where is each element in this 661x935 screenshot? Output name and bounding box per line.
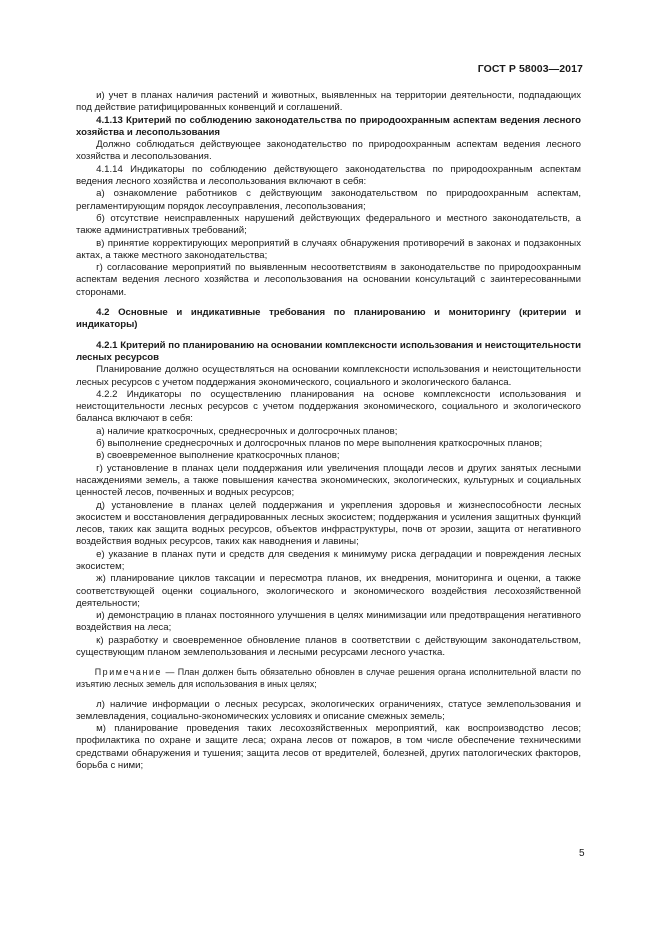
paragraph-4-2-1: Планирование должно осуществляться на основании комплексности использования и неистощительности лесных ресурсов с учетом поддержания экономического, социального и экологического баланса.: [76, 364, 581, 388]
paragraph-4-1-14: 4.1.14 Индикаторы по соблюдению действующего законодательства по природоохранным аспектам ведения лесного хозяйства и лесопользования включают в себя:: [76, 163, 581, 188]
list-item-i: и) учет в планах наличия растений и животных, выявленных на территории деятельности, подпадающих под действие ратифицированных конвенций и соглашений.: [76, 90, 581, 114]
document-header: ГОСТ Р 58003—2017: [477, 63, 583, 75]
list-item-l: л) наличие информации о лесных ресурсах, экологических ограничениях, статусе землепользования и землевладения, социально-экономических условиях и описание смежных земель;: [76, 698, 581, 722]
list-item-zh: ж) планирование циклов таксации и пересмотра планов, их внедрения, мониторинга и оценки, а также соответствующей оценки социального, экологического и экономического воздействия лесохозяйственной деятельности;: [76, 573, 581, 609]
section-heading-4-1-13: 4.1.13 Критерий по соблюдению законодательства по природоохранным аспектам ведения лесного хозяйства и лесопользования: [76, 114, 581, 138]
list-item-i: и) демонстрацию в планах постоянного улучшения в целях минимизации или предотвращения негативного воздействия на леса;: [76, 610, 581, 634]
list-item-k: к) разработку и своевременное обновление планов в соответствии с действующим законодательством, существующим планом землепользования и лесными ресурсами лесного участка.: [76, 634, 581, 659]
page-number: 5: [579, 848, 585, 859]
list-item-m: м) планирование проведения таких лесохозяйственных мероприятий, как воспроизводство лесов; профилактика по охране и защите леса; охрана лесов от пожаров, в том числе обеспечение техническими средствами обнаружения и тушения; защита лесов от вредителей, болезней, других патологических факторов, борьба с ними;: [76, 723, 581, 772]
list-item-e: е) указание в планах пути и средств для сведения к минимуму риска деградации и повреждения лесных экосистем;: [76, 548, 581, 572]
list-item-b: б) отсутствие неисправленных нарушений действующих федерального и местного законодательств, а также административных требований;: [76, 212, 581, 237]
paragraph-4-1-13: Должно соблюдаться действующее законодательство по природоохранным аспектам ведения лесного хозяйства и лесопользования.: [76, 139, 581, 163]
list-item-a: а) ознакомление работников с действующим законодательством по природоохранным аспектам, регламентирующим порядок лесоуправления, лесопользования;: [76, 188, 581, 212]
list-item-b: б) выполнение среднесрочных и долгосрочных планов по мере выполнения краткосрочных планов;: [96, 438, 543, 450]
list-item-g: г) установление в планах цели поддержания или увеличения площади лесов и других занятых лесными насаждениями земель, а также повышения качества экономических, экологических, культурных и социальных ценностей лесов, почвенных и водных ресурсов;: [76, 462, 581, 499]
section-heading-4-2: 4.2 Основные и индикативные требования по планированию и мониторингу (критерии и индикаторы): [76, 307, 581, 331]
list-item-v: в) принятие корректирующих мероприятий в случаях обнаружения противоречий в законах и подзаконных актах, а также местного законодательства;: [76, 237, 581, 261]
note-text: — План должен быть обязательно обновлен в случае решения органа исполнительной власти по изъятию лесных земель для использования в иных целях;: [76, 667, 581, 689]
list-item-g: г) согласование мероприятий по выявленным несоответствиям в законодательстве по природоохранным аспектам ведения лесного хозяйства и лесопользования на основании консультаций с заинтересованными сторонами.: [76, 262, 581, 298]
list-item-d: д) установление в планах целей поддержания и укрепления здоровья и жизнеспособности лесных экосистем и восстановления деградированных лесных экосистем; поддержания и усиления защитных функций лесов, таких как защита водных ресурсов, объектов инфраструктуры, почв от эрозии, защита от негативного воздействия водных ресурсов, таких как наводнения и лавины;: [76, 499, 581, 548]
document-body: [76, 90, 581, 772]
paragraph-4-2-2: 4.2.2 Индикаторы по осуществлению планирования на основе комплексности использования и неистощительности лесных ресурсов с учетом поддержания экономического, социального и экологического баланса включают в себя:: [76, 388, 581, 425]
section-heading-4-2-1: 4.2.1 Критерий по планированию на основании комплексности использования и неистощительности лесных ресурсов: [76, 339, 581, 363]
note: [76, 667, 581, 690]
list-item-v: в) своевременное выполнение краткосрочных планов;: [96, 450, 340, 462]
list-item-a: а) наличие краткосрочных, среднесрочных и долгосрочных планов;: [96, 425, 398, 437]
note-label: Примечание: [94, 667, 163, 678]
